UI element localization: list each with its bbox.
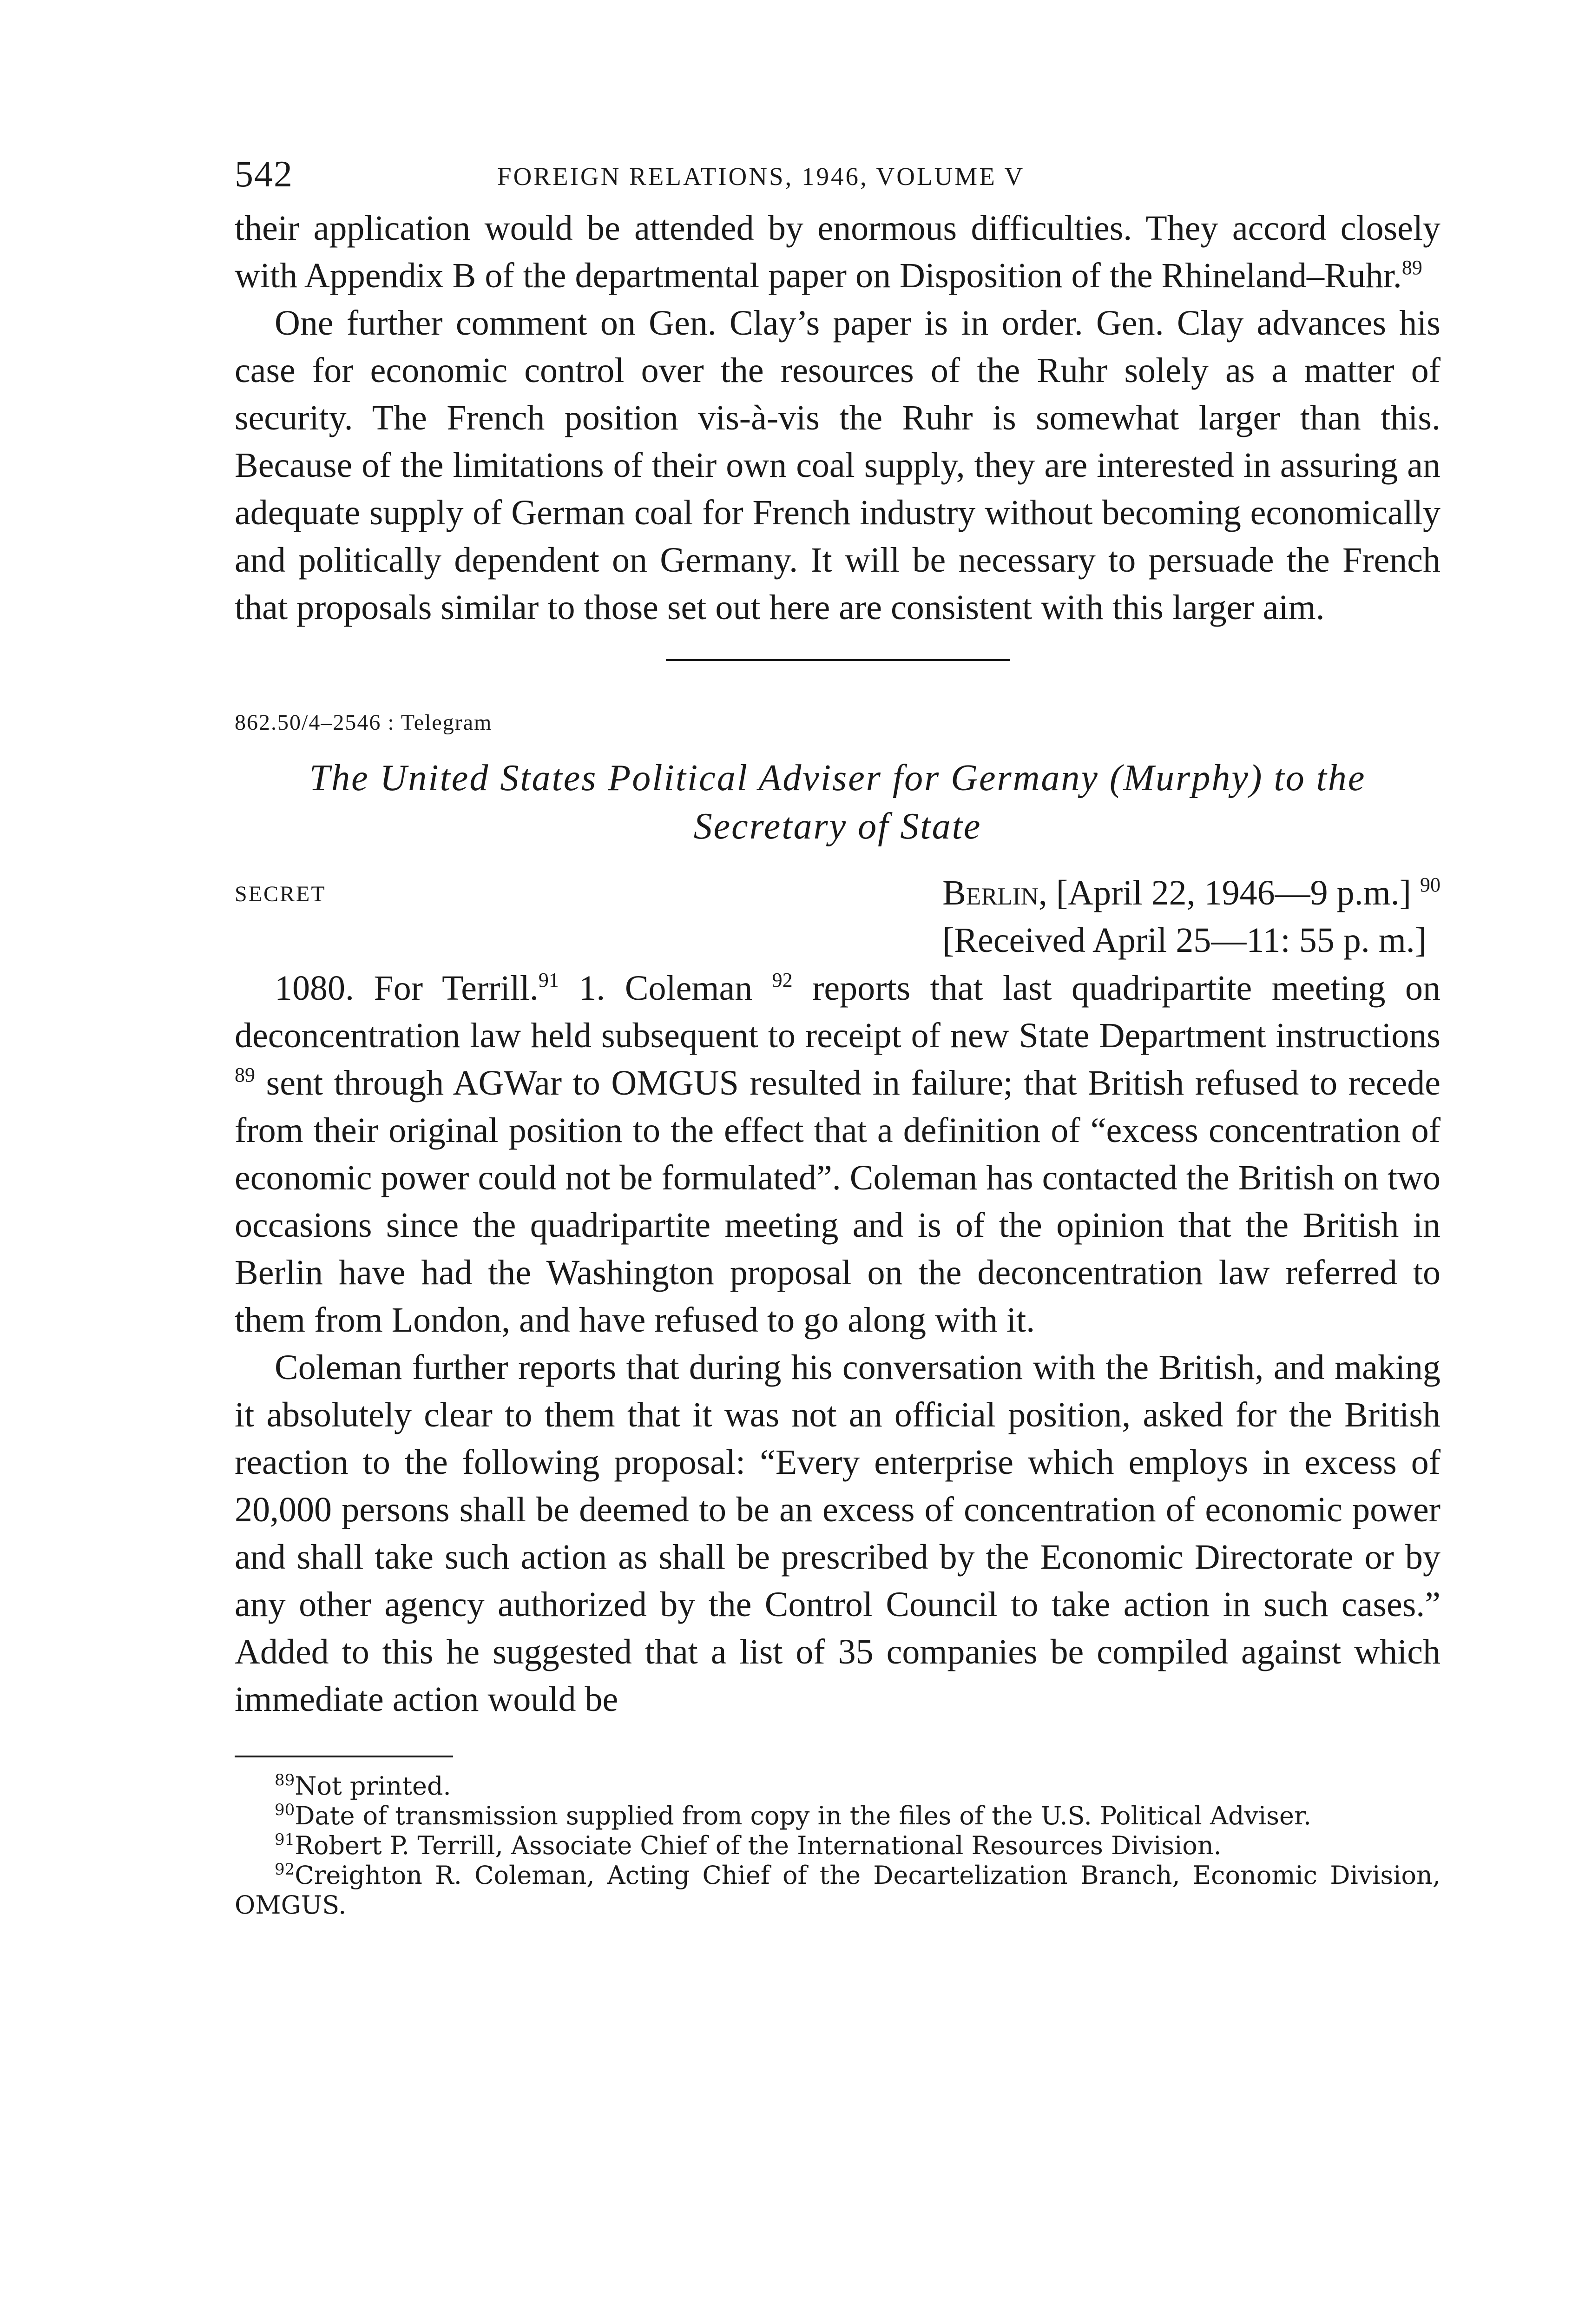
footnote-ref-89-b[interactable]: 89 [235,1063,255,1086]
footnote-text: Creighton R. Coleman, Acting Chief of the Decartelization Branch, Economic Division, OMGUS. [235,1861,1440,1920]
document-file-id: 862.50/4–2546 : Telegram [235,710,493,735]
classification-label: SECRET [235,882,326,906]
document-title: The United States Political Adviser for Germany (Murphy) to the Secretary of State [309,758,1366,847]
intro-paragraph-1 [235,205,1440,299]
footnote-text: Not printed. [295,1771,451,1801]
footnote-ref-91[interactable]: 91 [538,969,559,991]
telegram-p1-part-c: reports that last quadripartite meeting on deconcentration law held subsequent to receipt of new State Department instructions [235,969,1441,1055]
intro-paragraph-2: One further comment on Gen. Clay’s paper is in order. Gen. Clay advances his case for economic control over the resources of the Ruhr solely as a matter of security. The French position vis-à-vis the Ruhr is somewhat larger than this. Because of the limitations of their own coal supply, they are interested in assuring an adequate supply of German coal for French industry without becoming economically and politically dependent on Germany. It will be necessary to persuade the French that proposals similar to those set out here are consistent with this larger aim. [235,304,1440,627]
running-head-title: FOREIGN RELATIONS, 1946, VOLUME V [497,162,1025,191]
footnote-text: Robert P. Terrill, Associate Chief of the International Resources Division. [295,1831,1222,1860]
footnote-92 [235,1861,1440,1920]
footnote-number: 89 [275,1771,295,1789]
dateline-block [942,869,1440,964]
dateline-date: [April 22, 1946—9 p.m.] [1047,873,1411,912]
footnote-number: 91 [275,1830,295,1849]
telegram-p1-part-a: 1080. For Terrill. [275,969,539,1008]
telegram-p1-part-b: 1. Coleman [559,969,753,1008]
section-divider [666,659,1010,661]
footnote-number: 90 [275,1801,295,1819]
dateline-received: [Received April 25—11: 55 p. m.] [942,921,1427,960]
dateline-place: Berlin, [942,873,1047,912]
footnotes [235,1771,1440,1920]
telegram-paragraph-2: Coleman further reports that during his conversation with the British, and making it absolutely clear to them that it was not an official position, asked for the British reaction to the following proposal: “Every enterprise which employs in excess of 20,000 persons shall be deemed to be an excess of concentration of economic power and shall take such action as shall be prescribed by the Economic Directorate or by any other agency authorized by the Control Council to take action in such cases.” Added to this he suggested that a list of 35 companies be compiled against which immediate action would be [235,1348,1440,1719]
document-page [235,153,1440,1920]
footnote-ref-90[interactable]: 90 [1420,873,1440,896]
page-number: 542 [235,154,293,195]
dateline [235,869,1440,964]
telegram-paragraph-1 [235,964,1440,1344]
telegram-p1-part-d: sent through AGWar to OMGUS resulted in failure; that British refused to recede from their original position to the effect that a definition of “excess concentration of economic power could not be formulated”. Coleman has contacted the British on two occasions since the quadripartite meeting and is of the opinion that the British in Berlin have had the Washington proposal on the deconcentration law referred to them from London, and have refused to go along with it. [235,1063,1440,1340]
footnote-ref-89[interactable]: 89 [1401,256,1422,279]
footnote-90 [235,1801,1440,1831]
intro-paragraph-1-text: their application would be attended by enormous difficulties. They accord closely with Appendix B of the departmental paper on Disposition of the Rhineland–Ruhr. [235,209,1440,295]
footnote-rule [235,1756,453,1757]
running-head [235,153,1440,205]
footnote-number: 92 [275,1860,295,1879]
dateline-sent [942,869,1440,917]
footnote-89 [235,1771,1440,1801]
footnote-text: Date of transmission supplied from copy in the files of the U.S. Political Adviser. [295,1801,1312,1830]
footnote-91 [235,1831,1440,1861]
footnote-ref-92[interactable]: 92 [772,969,793,991]
